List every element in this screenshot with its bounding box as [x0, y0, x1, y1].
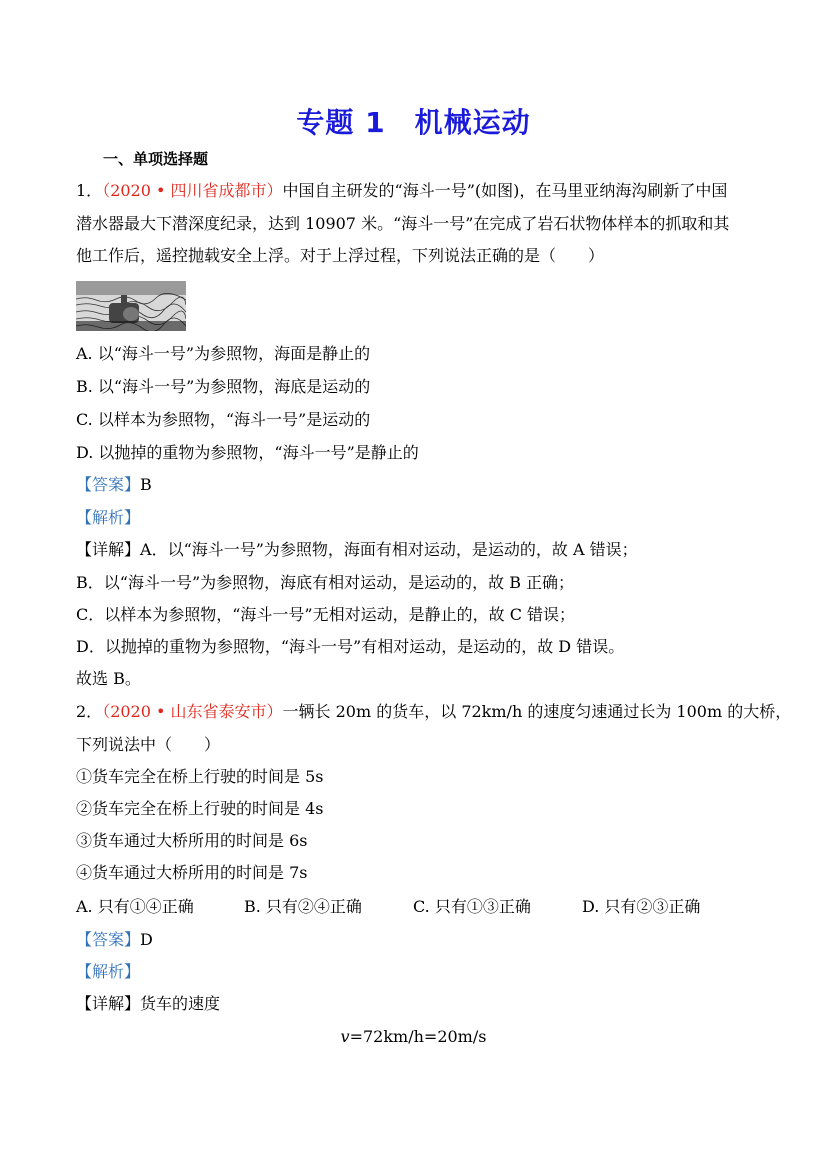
q2-answer	[76, 930, 153, 950]
detail-label: 【详解】	[76, 540, 141, 559]
q1-source: （2020 • 四川省成都市）	[102, 181, 283, 200]
q1-line-2: 潜水器最大下潜深度纪录，达到 10907 米。“海斗一号”在完成了岩石状物体样本的抓取和其	[76, 214, 730, 233]
q1-option-d: D. 以抛掉的重物为参照物，“海斗一号”是静止的	[76, 443, 419, 462]
q2-option-a: A. 只有①④正确	[76, 897, 194, 916]
formula-expression: =72km/h=20m/s	[349, 1027, 487, 1046]
page-title: 专题 1 机械运动	[296, 106, 531, 139]
answer-value: D	[140, 930, 153, 949]
q1-line-1	[76, 181, 727, 201]
q2-analysis-label: 【解析】	[76, 962, 141, 981]
q2-statement-4: ④货车通过大桥所用的时间是 7s	[76, 863, 308, 882]
q2-statement-3: ③货车通过大桥所用的时间是 6s	[76, 831, 308, 850]
q2-option-c: C. 只有①③正确	[413, 897, 531, 916]
detail-text: A．以“海斗一号”为参照物，海面有相对运动，是运动的，故 A 错误；	[140, 540, 638, 559]
q1-detail-1	[76, 540, 638, 560]
q1-line-3: 他工作后，遥控抛载安全上浮。对于上浮过程，下列说法正确的是（ ）	[76, 246, 605, 265]
q2-statement-2: ②货车完全在桥上行驶的时间是 4s	[76, 799, 324, 818]
q2-line-1	[76, 702, 791, 722]
q1-detail-3: C．以样本为参照物，“海斗一号”无相对运动，是静止的，故 C 错误；	[76, 605, 576, 624]
formula-variable: v	[340, 1027, 350, 1046]
q2-option-d: D. 只有②③正确	[582, 897, 701, 916]
q2-text-1: 一辆长 20m 的货车，以 72km/h 的速度匀速通过长为 100m 的大桥，	[282, 702, 792, 721]
q1-option-c: C. 以样本为参照物，“海斗一号”是运动的	[76, 410, 371, 429]
q1-option-b: B. 以“海斗一号”为参照物，海底是运动的	[76, 377, 371, 396]
answer-value: B	[140, 475, 152, 494]
q1-option-a: A. 以“海斗一号”为参照物，海面是静止的	[76, 344, 371, 363]
q2-source: （2020 • 山东省泰安市）	[102, 702, 283, 721]
submarine-image	[76, 281, 186, 331]
section-heading: 一、单项选择题	[103, 150, 209, 168]
detail-label: 【详解】	[76, 994, 141, 1013]
q1-analysis-label: 【解析】	[76, 508, 141, 527]
q1-number: 1．	[76, 181, 103, 200]
q1-conclusion: 故选 B。	[76, 669, 141, 688]
q1-detail-2: B．以“海斗一号”为参照物，海底有相对运动，是运动的，故 B 正确；	[76, 573, 575, 592]
q2-number: 2．	[76, 702, 103, 721]
q1-text-1: 中国自主研发的“海斗一号”(如图)，在马里亚纳海沟刷新了中国	[282, 181, 728, 200]
q2-detail	[76, 994, 220, 1014]
q2-statement-1: ①货车完全在桥上行驶的时间是 5s	[76, 767, 324, 786]
q2-option-b: B. 只有②④正确	[244, 897, 362, 916]
detail-text: 货车的速度	[140, 994, 221, 1013]
answer-label: 【答案】	[76, 475, 141, 494]
q2-formula	[0, 1027, 827, 1046]
q1-detail-4: D．以抛掉的重物为参照物，“海斗一号”有相对运动，是运动的，故 D 错误。	[76, 637, 625, 656]
q1-answer	[76, 475, 152, 495]
answer-label: 【答案】	[76, 930, 141, 949]
q2-line-2: 下列说法中（ ）	[76, 735, 221, 754]
